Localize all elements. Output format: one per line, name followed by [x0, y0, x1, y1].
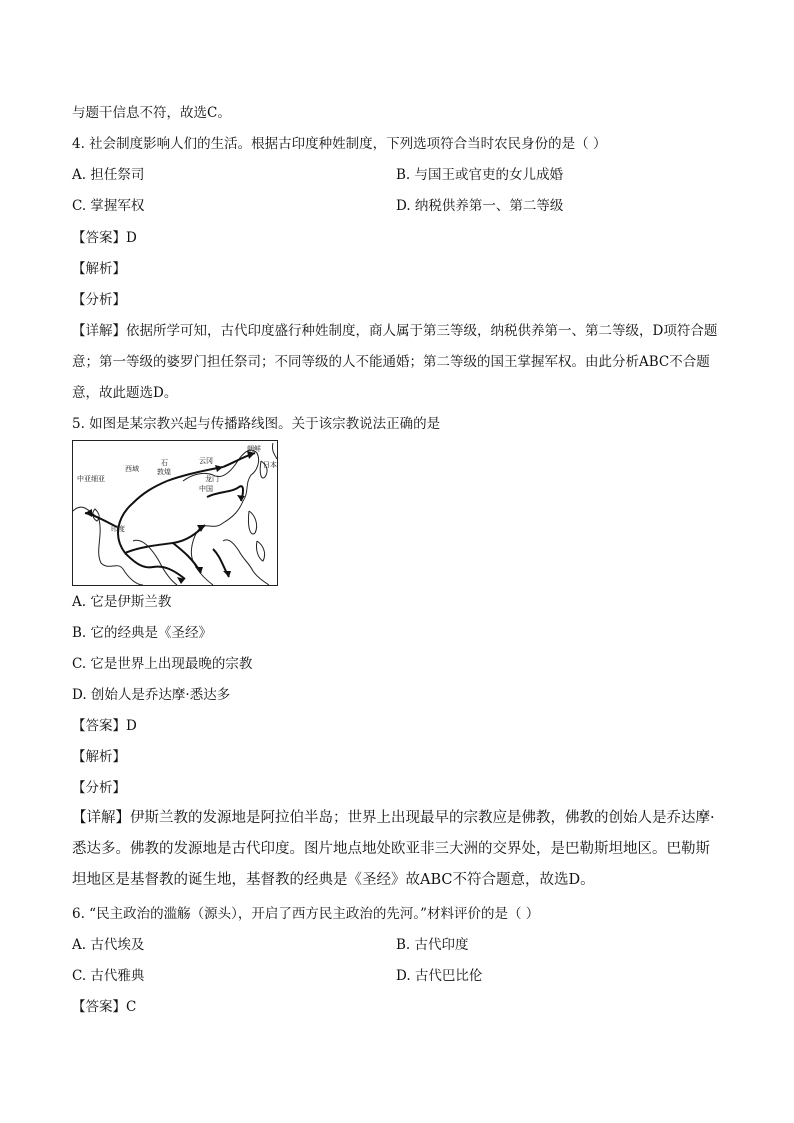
q6-option-a: A. 古代埃及 — [72, 937, 145, 953]
map-label-korea: 朝鲜 — [247, 445, 261, 453]
map-label-western-regions: 西域 — [125, 465, 139, 473]
map-label-central-asia: 中亚细亚 — [77, 475, 105, 483]
map-label-yungang: 云冈 — [199, 457, 213, 465]
map-label-longmen: 龙门 — [205, 475, 219, 483]
previous-answer-tail: 与题干信息不符，故选C。 — [72, 105, 231, 121]
q6-option-c: C. 古代雅典 — [72, 968, 145, 984]
q5-option-d: D. 创始人是乔达摩·悉达多 — [72, 687, 231, 703]
q4-jiexi: 【解析】 — [72, 261, 126, 277]
q5-jiexi: 【解析】 — [72, 749, 126, 765]
map-label-dunhuang: 敦煌 — [157, 468, 171, 476]
q4-stem: 4. 社会制度影响人们的生活。根据古印度种姓制度，下列选项符合当时农民身份的是（ ） — [72, 136, 607, 152]
q6-answer: 【答案】C — [72, 999, 137, 1015]
q5-option-a: A. 它是伊斯兰教 — [72, 594, 172, 610]
q4-detail: 【详解】依据所学可知，古代印度盛行种姓制度，商人属于第三等级，纳税供养第一、第二等级，D项符合题意；第一等级的婆罗门担任祭司；不同等级的人不能通婚；第二等级的国王掌握军权。由此分析ABC不合题意，故此题选D。 — [72, 323, 718, 401]
q4-option-b: B. 与国王或官吏的女儿成婚 — [396, 167, 564, 183]
map-label-japan: 日本 — [263, 461, 277, 469]
q4-option-c: C. 掌握军权 — [72, 198, 145, 214]
q6-option-b: B. 古代印度 — [396, 937, 469, 953]
map-label-shi: 石 — [161, 459, 168, 467]
map-label-india: 印度 — [111, 525, 125, 533]
q5-option-b: B. 它的经典是《圣经》 — [72, 625, 213, 641]
map-drawing — [73, 441, 277, 585]
q4-answer: 【答案】D — [72, 230, 137, 246]
map-label-china: 中国 — [199, 485, 213, 493]
q4-option-a: A. 担任祭司 — [72, 167, 145, 183]
religion-spread-map — [72, 440, 278, 586]
q5-answer: 【答案】D — [72, 718, 137, 734]
q5-option-c: C. 它是世界上出现最晚的宗教 — [72, 656, 253, 672]
q5-detail: 【详解】伊斯兰教的发源地是阿拉伯半岛；世界上出现最早的宗教应是佛教，佛教的创始人是乔达摩·悉达多。佛教的发源地是古代印度。图片地点地处欧亚非三大洲的交界处，是巴勒斯坦地区。巴勒斯坦地区是基督教的诞生地，基督教的经典是《圣经》故ABC不符合题意，故选D。 — [72, 810, 715, 888]
q6-stem: 6. “民主政治的滥觞（源头），开启了西方民主政治的先河。”材料评价的是（ ） — [72, 906, 540, 922]
q6-option-d: D. 古代巴比伦 — [396, 968, 483, 984]
q4-fenxi: 【分析】 — [72, 292, 126, 308]
q5-fenxi: 【分析】 — [72, 780, 126, 796]
q4-option-d: D. 纳税供养第一、第二等级 — [396, 198, 564, 214]
q5-stem: 5. 如图是某宗教兴起与传播路线图。关于该宗教说法正确的是 — [72, 416, 441, 432]
